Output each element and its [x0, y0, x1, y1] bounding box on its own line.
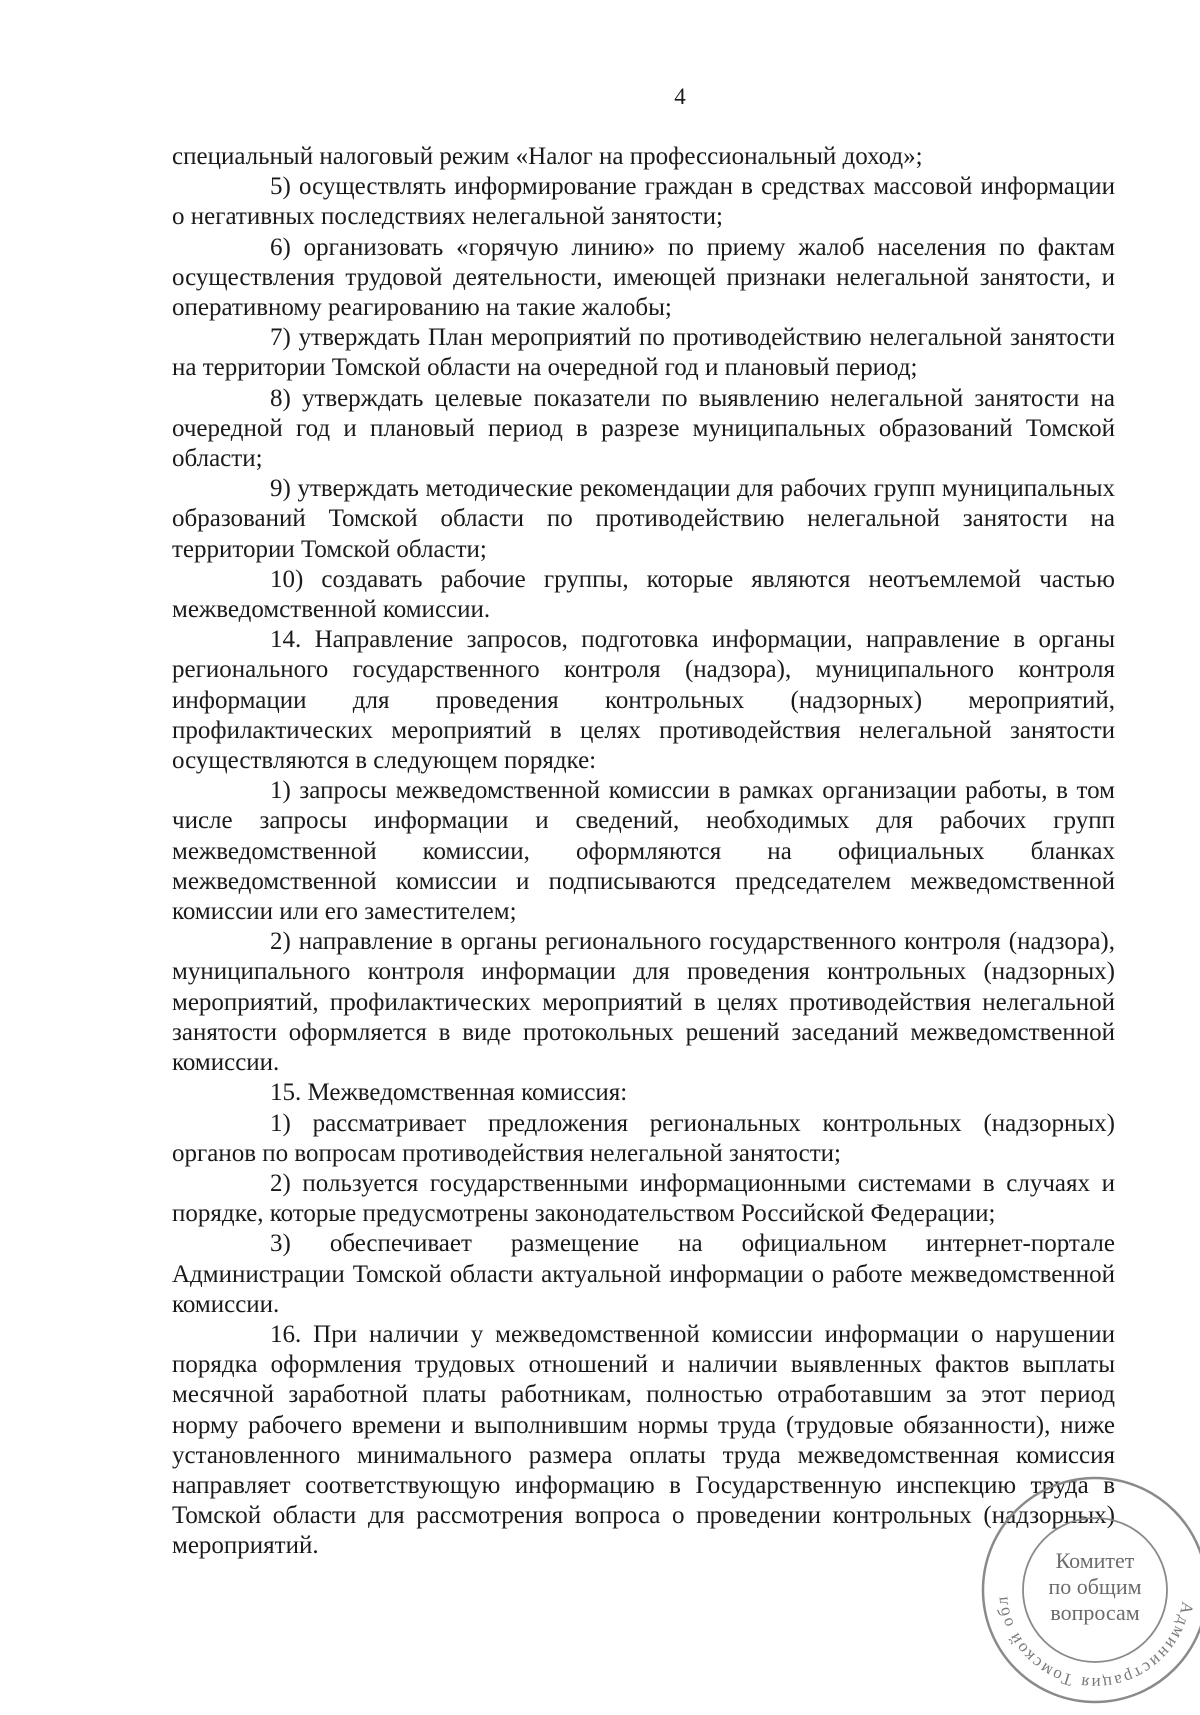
paragraph: 9) утверждать методические рекомендации для рабочих групп муниципальных образований Томской области по противодействию нелегальной занятости на территории Томской области;: [172, 475, 1115, 563]
paragraph: 10) создавать рабочие группы, которые являются неотъемлемой частью межведомственной комиссии.: [172, 565, 1115, 624]
paragraph: 7) утверждать План мероприятий по противодействию нелегальной занятости на территории Томской области на очередной год и плановый период;: [172, 324, 1115, 382]
paragraph: 14. Направление запросов, подготовка информации, направление в органы регионального государственного контроля (надзора), муниципального контроля информации для проведения контрольных (надзорных) мероприятий, профилактических мероприятий в целях противодействия нелегальной занятости осуществляются в следующем порядке:: [172, 626, 1115, 775]
seal-line-2: по общим: [1048, 1574, 1142, 1599]
document-body: [172, 142, 1115, 1562]
paragraph: 15. Межведомственная комиссия:: [270, 1079, 628, 1107]
paragraph: 3) обеспечивает размещение на официальном интернет-портале Администрации Томской области актуальной информации о работе межведомственной комиссии.: [172, 1230, 1115, 1318]
page-number: 4: [674, 84, 686, 109]
seal-icon: [975, 1470, 1200, 1710]
paragraph: 6) организовать «горячую линию» по приему жалоб населения по фактам осуществления трудовой деятельности, имеющей признаки нелегальной занятости, и оперативному реагированию на такие жалобы;: [172, 233, 1115, 322]
paragraph: 5) осуществлять информирование граждан в средствах массовой информации о негативных последствиях нелегальной занятости;: [172, 173, 1115, 231]
paragraph: 16. При наличии у межведомственной комиссии информации о нарушении порядка оформления трудовых отношений и наличии выявленных фактов выплаты месячной заработной платы работникам, полностью отработавшим за этот период норму рабочего времени и выполнившим нормы труда (трудовые обязанности), ниже установленного минимального размера оплаты труда межведомственная комиссия направляет соответствующую информацию в Государственную инспекцию труда в Томской области для рассмотрения вопроса о проведении контрольных (надзорных) мероприятий.: [172, 1320, 1115, 1560]
paragraph: 8) утверждать целевые показатели по выявлению нелегальной занятости на очередной год и плановый период в разрезе муниципальных образований Томской области;: [172, 384, 1115, 473]
seal-ring-text: Администрация Томской обл: [992, 1593, 1198, 1694]
paragraph: 2) направление в органы регионального государственного контроля (надзора), муниципального контроля информации для проведения контрольных (надзорных) мероприятий, профилактических мероприятий в целях противодействия нелегальной занятости оформляется в виде протокольных решений заседаний межведомственной комиссии.: [172, 928, 1115, 1077]
official-seal-stamp: [975, 1470, 1200, 1710]
paragraph: 2) пользуется государственными информационными системами в случаях и порядке, которые предусмотрены законодательством Российской Федерации;: [172, 1169, 1115, 1228]
paragraph: 1) запросы межведомственной комиссии в рамках организации работы, в том числе запросы информации и сведений, необходимых для рабочих групп межведомственной комиссии, оформляются на официальных бланках межведомственной комиссии и подписываются председателем межведомственной комиссии или его заместителем;: [172, 777, 1115, 926]
paragraph: специальный налоговый режим «Налог на профессиональный доход»;: [172, 143, 923, 170]
seal-line-1: Комитет: [1055, 1548, 1135, 1573]
seal-line-3: вопросам: [1050, 1600, 1140, 1625]
paragraph: 1) рассматривает предложения региональных контрольных (надзорных) органов по вопросам противодействия нелегальной занятости;: [172, 1109, 1115, 1167]
